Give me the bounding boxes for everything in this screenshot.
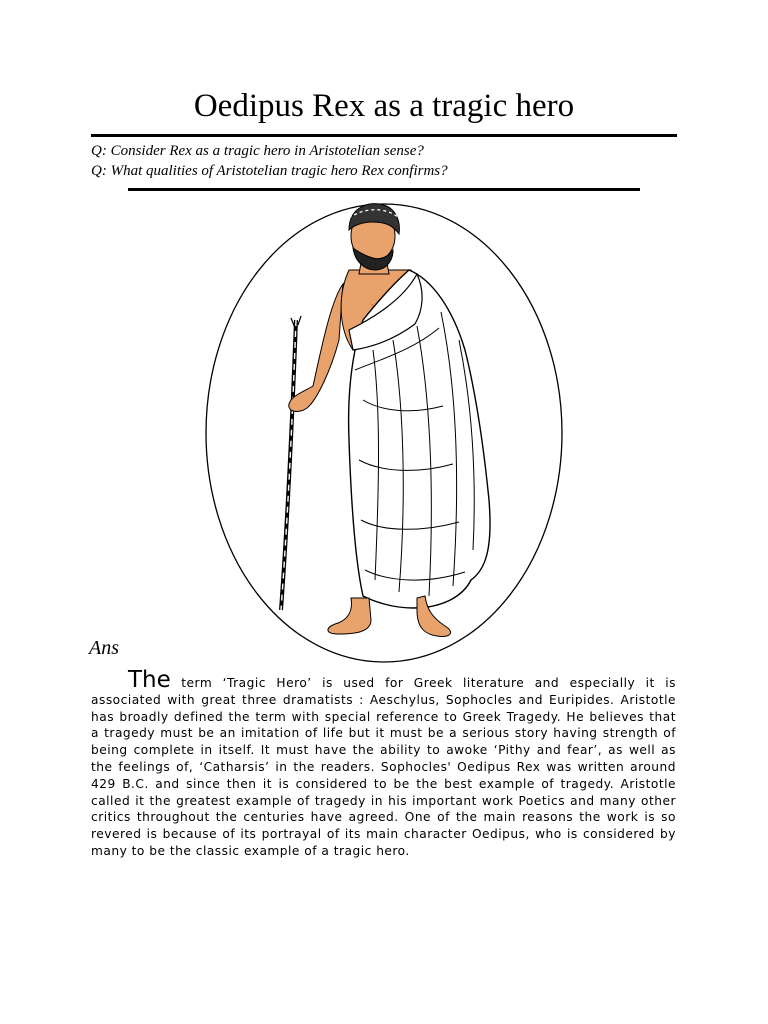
answer-first-word: The xyxy=(128,667,171,693)
answer-label: Ans xyxy=(89,637,119,659)
question-2: Q: What qualities of Aristotelian tragic hero Rex confirms? xyxy=(91,163,448,179)
question-block xyxy=(91,141,677,181)
page-title: Oedipus Rex as a tragic hero xyxy=(193,88,575,124)
oedipus-illustration xyxy=(203,200,565,666)
question-1: Q: Consider Rex as a tragic hero in Aristotelian sense? xyxy=(91,143,424,159)
answer-text: term ‘Tragic Hero’ is used for Greek literature and especially it is associated with great three dramatists : Aeschylus, Sophocles and Euripides. Aristotle has broadly defined the term with special reference to Greek Tragedy. He believes that a tragedy must be an imitation of life but it must be a serious story having strength of being complete in itself. It must have the ability to awoke ‘Pithy and fear’, as well as the feelings of, ‘Catharsis’ in the readers. Sophocles' Oedipus Rex was written around 429 B.C. and since then it is considered to be the best example of tragedy. Aristotle called it the greatest example of tragedy in his important work Poetics and many other critics throughout the centuries have agreed. One of the main reasons the work is so revered is because of its portrayal of its main character Oedipus, who is considered by many to be the classic example of a tragic hero. xyxy=(91,676,677,858)
title-underline xyxy=(91,134,677,137)
answer-paragraph xyxy=(91,667,677,860)
question-underline xyxy=(128,188,640,191)
